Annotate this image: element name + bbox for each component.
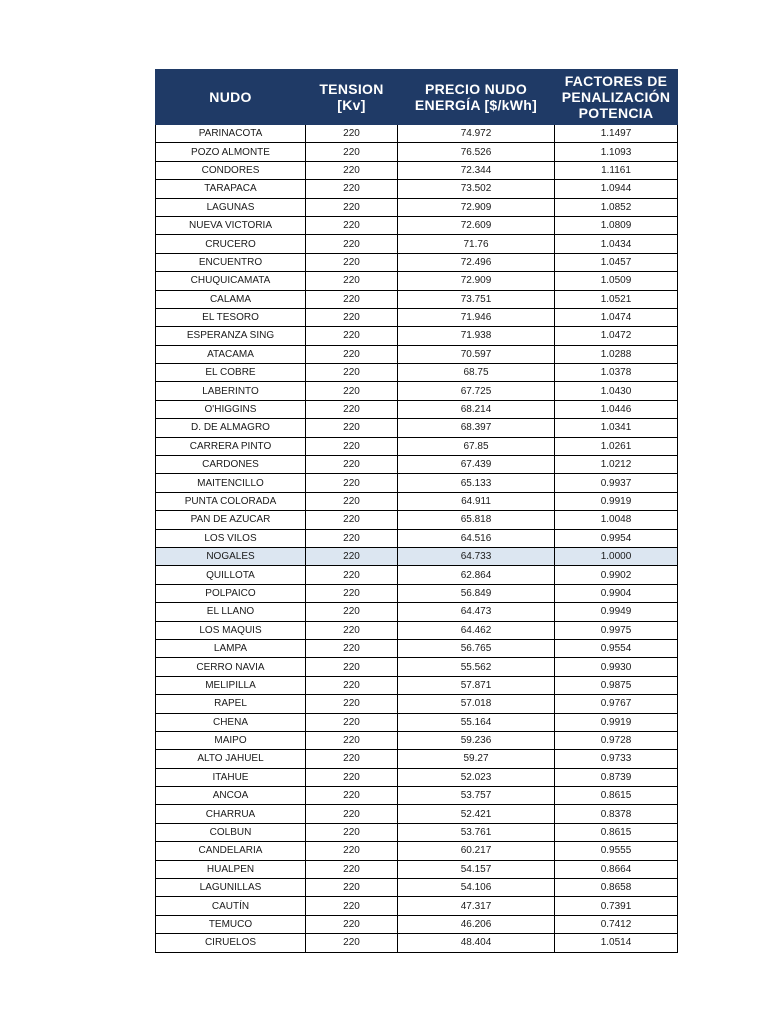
header-nudo-label: NUDO — [209, 89, 252, 105]
table-row — [156, 768, 678, 786]
header-precio — [398, 70, 555, 125]
table-row — [156, 492, 678, 510]
table-row — [156, 419, 678, 437]
table-row — [156, 658, 678, 676]
cell-nudo: MAITENCILLO — [156, 474, 306, 492]
cell-factor: 1.0430 — [555, 382, 678, 400]
header-nudo — [156, 70, 306, 125]
table-row — [156, 823, 678, 841]
table-row — [156, 180, 678, 198]
cell-nudo: RAPEL — [156, 695, 306, 713]
cell-nudo: LAGUNILLAS — [156, 879, 306, 897]
cell-factor: 1.1497 — [555, 125, 678, 143]
cell-factor: 0.9767 — [555, 695, 678, 713]
cell-precio: 59.27 — [398, 750, 555, 768]
cell-precio: 71.946 — [398, 308, 555, 326]
cell-factor: 1.0457 — [555, 253, 678, 271]
header-factor — [555, 70, 678, 125]
table-row — [156, 400, 678, 418]
cell-nudo: D. DE ALMAGRO — [156, 419, 306, 437]
cell-nudo: ANCOA — [156, 787, 306, 805]
cell-tension: 220 — [306, 272, 398, 290]
header-tension-unit: [Kv] — [337, 97, 366, 113]
table-row — [156, 603, 678, 621]
table-row — [156, 308, 678, 326]
cell-nudo: QUILLOTA — [156, 566, 306, 584]
cell-tension: 220 — [306, 345, 398, 363]
cell-factor: 1.0261 — [555, 437, 678, 455]
table-row — [156, 456, 678, 474]
table-row — [156, 934, 678, 952]
cell-precio: 70.597 — [398, 345, 555, 363]
table-row — [156, 547, 678, 565]
cell-factor: 1.1093 — [555, 143, 678, 161]
cell-precio: 56.765 — [398, 639, 555, 657]
cell-nudo: CARRERA PINTO — [156, 437, 306, 455]
cell-nudo: NUEVA VICTORIA — [156, 216, 306, 234]
table-row — [156, 915, 678, 933]
table-row — [156, 787, 678, 805]
cell-precio: 72.609 — [398, 216, 555, 234]
cell-factor: 1.0434 — [555, 235, 678, 253]
cell-precio: 67.725 — [398, 382, 555, 400]
cell-precio: 72.496 — [398, 253, 555, 271]
cell-precio: 60.217 — [398, 842, 555, 860]
cell-factor: 1.0048 — [555, 511, 678, 529]
table-row — [156, 437, 678, 455]
cell-tension: 220 — [306, 584, 398, 602]
cell-tension: 220 — [306, 511, 398, 529]
header-row — [156, 70, 678, 125]
cell-precio: 72.909 — [398, 272, 555, 290]
cell-precio: 62.864 — [398, 566, 555, 584]
cell-tension: 220 — [306, 731, 398, 749]
cell-tension: 220 — [306, 474, 398, 492]
cell-factor: 1.0472 — [555, 327, 678, 345]
cell-tension: 220 — [306, 547, 398, 565]
cell-tension: 220 — [306, 897, 398, 915]
cell-nudo: ALTO JAHUEL — [156, 750, 306, 768]
cell-nudo: MELIPILLA — [156, 676, 306, 694]
header-tension — [306, 70, 398, 125]
cell-nudo: POLPAICO — [156, 584, 306, 602]
cell-tension: 220 — [306, 603, 398, 621]
cell-nudo: TARAPACA — [156, 180, 306, 198]
cell-nudo: CRUCERO — [156, 235, 306, 253]
table-row — [156, 731, 678, 749]
cell-factor: 0.7391 — [555, 897, 678, 915]
cell-tension: 220 — [306, 676, 398, 694]
cell-factor: 0.9937 — [555, 474, 678, 492]
table-row — [156, 125, 678, 143]
cell-precio: 64.516 — [398, 529, 555, 547]
table-row — [156, 584, 678, 602]
cell-factor: 0.7412 — [555, 915, 678, 933]
table-row — [156, 143, 678, 161]
cell-precio: 48.404 — [398, 934, 555, 952]
cell-factor: 0.9728 — [555, 731, 678, 749]
cell-factor: 1.0809 — [555, 216, 678, 234]
cell-tension: 220 — [306, 566, 398, 584]
cell-precio: 73.751 — [398, 290, 555, 308]
cell-precio: 57.018 — [398, 695, 555, 713]
cell-factor: 0.8378 — [555, 805, 678, 823]
cell-tension: 220 — [306, 805, 398, 823]
cell-tension: 220 — [306, 529, 398, 547]
cell-nudo: CANDELARIA — [156, 842, 306, 860]
cell-nudo: MAIPO — [156, 731, 306, 749]
cell-factor: 1.0474 — [555, 308, 678, 326]
cell-tension: 220 — [306, 492, 398, 510]
cell-precio: 46.206 — [398, 915, 555, 933]
cell-factor: 0.8739 — [555, 768, 678, 786]
cell-tension: 220 — [306, 787, 398, 805]
cell-factor: 1.0341 — [555, 419, 678, 437]
table-row — [156, 474, 678, 492]
cell-precio: 54.157 — [398, 860, 555, 878]
cell-factor: 1.0288 — [555, 345, 678, 363]
header-factor-label-3: POTENCIA — [578, 105, 654, 121]
cell-precio: 52.421 — [398, 805, 555, 823]
cell-nudo: NOGALES — [156, 547, 306, 565]
cell-tension: 220 — [306, 621, 398, 639]
cell-precio: 55.164 — [398, 713, 555, 731]
table-row — [156, 695, 678, 713]
cell-tension: 220 — [306, 842, 398, 860]
cell-precio: 73.502 — [398, 180, 555, 198]
cell-nudo: EL COBRE — [156, 364, 306, 382]
cell-factor: 0.9555 — [555, 842, 678, 860]
table-row — [156, 272, 678, 290]
cell-nudo: COLBUN — [156, 823, 306, 841]
table-row — [156, 327, 678, 345]
cell-factor: 0.9919 — [555, 492, 678, 510]
cell-nudo: CARDONES — [156, 456, 306, 474]
table-row — [156, 842, 678, 860]
cell-tension: 220 — [306, 327, 398, 345]
table-header — [156, 70, 678, 125]
cell-nudo: O'HIGGINS — [156, 400, 306, 418]
cell-precio: 76.526 — [398, 143, 555, 161]
header-factor-label-2: PENALIZACIÓN — [561, 89, 671, 105]
cell-precio: 64.733 — [398, 547, 555, 565]
cell-nudo: CHARRUA — [156, 805, 306, 823]
cell-nudo: CIRUELOS — [156, 934, 306, 952]
cell-factor: 0.9954 — [555, 529, 678, 547]
cell-nudo: TEMUCO — [156, 915, 306, 933]
table-row — [156, 364, 678, 382]
table-row — [156, 529, 678, 547]
table-body — [156, 125, 678, 953]
table-row — [156, 161, 678, 179]
cell-factor: 0.9904 — [555, 584, 678, 602]
cell-nudo: CERRO NAVIA — [156, 658, 306, 676]
cell-precio: 59.236 — [398, 731, 555, 749]
cell-factor: 1.0212 — [555, 456, 678, 474]
cell-factor: 0.9875 — [555, 676, 678, 694]
cell-factor: 0.9930 — [555, 658, 678, 676]
table-row — [156, 805, 678, 823]
table-row — [156, 566, 678, 584]
cell-tension: 220 — [306, 253, 398, 271]
cell-nudo: CONDORES — [156, 161, 306, 179]
cell-factor: 0.8615 — [555, 823, 678, 841]
cell-factor: 1.0378 — [555, 364, 678, 382]
cell-nudo: POZO ALMONTE — [156, 143, 306, 161]
cell-tension: 220 — [306, 768, 398, 786]
cell-factor: 0.9733 — [555, 750, 678, 768]
cell-precio: 54.106 — [398, 879, 555, 897]
cell-precio: 64.911 — [398, 492, 555, 510]
cell-tension: 220 — [306, 400, 398, 418]
cell-nudo: ESPERANZA SING — [156, 327, 306, 345]
cell-nudo: PUNTA COLORADA — [156, 492, 306, 510]
cell-precio: 65.133 — [398, 474, 555, 492]
table-row — [156, 345, 678, 363]
cell-factor: 0.8658 — [555, 879, 678, 897]
cell-precio: 55.562 — [398, 658, 555, 676]
header-factor-label-1: FACTORES DE — [564, 73, 668, 89]
cell-factor: 1.0852 — [555, 198, 678, 216]
cell-tension: 220 — [306, 216, 398, 234]
header-precio-label: PRECIO NUDO — [424, 81, 528, 97]
cell-tension: 220 — [306, 934, 398, 952]
cell-tension: 220 — [306, 639, 398, 657]
table-row — [156, 253, 678, 271]
cell-tension: 220 — [306, 860, 398, 878]
table-row — [156, 511, 678, 529]
cell-precio: 71.938 — [398, 327, 555, 345]
cell-factor: 0.9975 — [555, 621, 678, 639]
cell-tension: 220 — [306, 658, 398, 676]
cell-tension: 220 — [306, 290, 398, 308]
cell-tension: 220 — [306, 382, 398, 400]
table-row — [156, 216, 678, 234]
cell-tension: 220 — [306, 180, 398, 198]
table-row — [156, 676, 678, 694]
cell-factor: 1.0944 — [555, 180, 678, 198]
cell-precio: 53.761 — [398, 823, 555, 841]
cell-precio: 68.75 — [398, 364, 555, 382]
table-row — [156, 235, 678, 253]
cell-factor: 1.0446 — [555, 400, 678, 418]
cell-tension: 220 — [306, 437, 398, 455]
cell-nudo: CHUQUICAMATA — [156, 272, 306, 290]
cell-factor: 0.8664 — [555, 860, 678, 878]
cell-factor: 1.0514 — [555, 934, 678, 952]
cell-factor: 1.0521 — [555, 290, 678, 308]
cell-nudo: LAMPA — [156, 639, 306, 657]
cell-tension: 220 — [306, 143, 398, 161]
cell-factor: 0.9919 — [555, 713, 678, 731]
cell-tension: 220 — [306, 235, 398, 253]
cell-precio: 72.909 — [398, 198, 555, 216]
cell-nudo: LAGUNAS — [156, 198, 306, 216]
cell-factor: 1.0000 — [555, 547, 678, 565]
cell-factor: 0.8615 — [555, 787, 678, 805]
cell-nudo: LABERINTO — [156, 382, 306, 400]
cell-precio: 56.849 — [398, 584, 555, 602]
cell-nudo: PAN DE AZUCAR — [156, 511, 306, 529]
cell-tension: 220 — [306, 695, 398, 713]
cell-nudo: EL TESORO — [156, 308, 306, 326]
header-precio-unit: ENERGÍA [$/kWh] — [414, 97, 538, 113]
cell-precio: 71.76 — [398, 235, 555, 253]
cell-tension: 220 — [306, 308, 398, 326]
cell-precio: 74.972 — [398, 125, 555, 143]
cell-tension: 220 — [306, 713, 398, 731]
cell-nudo: CAUTÍN — [156, 897, 306, 915]
cell-tension: 220 — [306, 750, 398, 768]
cell-nudo: LOS VILOS — [156, 529, 306, 547]
cell-tension: 220 — [306, 823, 398, 841]
cell-nudo: ENCUENTRO — [156, 253, 306, 271]
table-row — [156, 639, 678, 657]
cell-precio: 47.317 — [398, 897, 555, 915]
cell-nudo: EL LLANO — [156, 603, 306, 621]
cell-tension: 220 — [306, 161, 398, 179]
cell-precio: 67.439 — [398, 456, 555, 474]
cell-tension: 220 — [306, 419, 398, 437]
table-row — [156, 290, 678, 308]
cell-nudo: CHENA — [156, 713, 306, 731]
cell-precio: 64.462 — [398, 621, 555, 639]
cell-precio: 53.757 — [398, 787, 555, 805]
header-tension-label: TENSION — [319, 81, 384, 97]
cell-precio: 52.023 — [398, 768, 555, 786]
cell-tension: 220 — [306, 125, 398, 143]
table-row — [156, 750, 678, 768]
cell-tension: 220 — [306, 915, 398, 933]
table-row — [156, 382, 678, 400]
cell-nudo: ATACAMA — [156, 345, 306, 363]
cell-precio: 65.818 — [398, 511, 555, 529]
cell-tension: 220 — [306, 456, 398, 474]
cell-precio: 68.214 — [398, 400, 555, 418]
cell-nudo: HUALPEN — [156, 860, 306, 878]
cell-factor: 1.1161 — [555, 161, 678, 179]
cell-precio: 64.473 — [398, 603, 555, 621]
cell-precio: 57.871 — [398, 676, 555, 694]
cell-factor: 1.0509 — [555, 272, 678, 290]
cell-precio: 72.344 — [398, 161, 555, 179]
table-row — [156, 897, 678, 915]
table-row — [156, 879, 678, 897]
cell-precio: 67.85 — [398, 437, 555, 455]
cell-factor: 0.9554 — [555, 639, 678, 657]
cell-tension: 220 — [306, 198, 398, 216]
table-row — [156, 713, 678, 731]
cell-nudo: CALAMA — [156, 290, 306, 308]
table-row — [156, 621, 678, 639]
cell-nudo: ITAHUE — [156, 768, 306, 786]
table-row — [156, 198, 678, 216]
cell-tension: 220 — [306, 879, 398, 897]
cell-factor: 0.9902 — [555, 566, 678, 584]
cell-nudo: PARINACOTA — [156, 125, 306, 143]
node-price-table — [155, 69, 678, 953]
table-row — [156, 860, 678, 878]
cell-nudo: LOS MAQUIS — [156, 621, 306, 639]
cell-tension: 220 — [306, 364, 398, 382]
cell-precio: 68.397 — [398, 419, 555, 437]
cell-factor: 0.9949 — [555, 603, 678, 621]
